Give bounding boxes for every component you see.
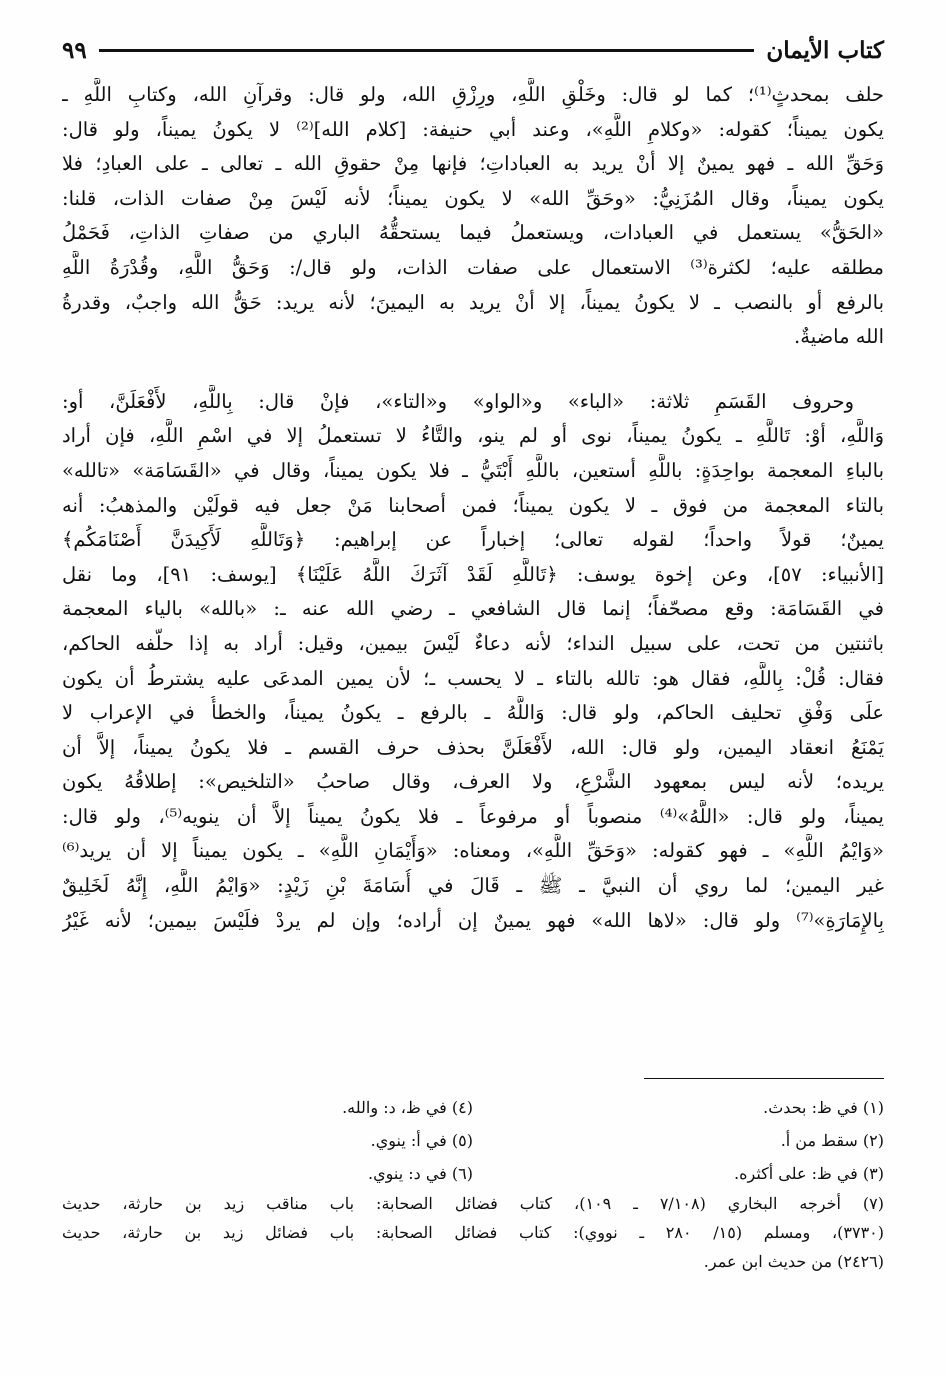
footnote-grid bbox=[62, 1092, 884, 1189]
text-line: بِالإِمَارَةِ»⁽⁷⁾ ولو قال: «لاها الله» فهو يمينٌ إن أراده؛ وإن لم يردْ فلَيْسَ بيمين؛ لأنه غَيْرُ bbox=[62, 908, 884, 932]
footnote-separator bbox=[644, 1078, 884, 1079]
text-line: يمينٌ؛ قولاً واحداً؛ لقوله تعالى؛ إخباراً عن إبراهيم: ﴿وَتَاللَّهِ لَأَكِيدَنَّ أَصْنَامَكُم﴾ bbox=[62, 528, 884, 552]
text-line: مطلقه عليه؛ لكثرة⁽³⁾ الاستعمال على صفات الذات، ولو قال/: وَحَقُّ اللَّهِ، وقُدْرَةُ اللَّهِ bbox=[62, 255, 884, 279]
text-line: حلف بمحدثٍ⁽¹⁾؛ كما لو قال: وخَلْقِ اللَّهِ، ورِزْقِ الله، ولو قال: وقرآنِ الله، وكتابِ اللَّهِ ـ bbox=[62, 83, 884, 106]
page-header bbox=[62, 30, 884, 70]
text-line: بالباءِ المعجمة بواحِدَةٍ: باللَّهِ أستعين، باللَّهِ أَبْتَيُّ ـ فلا يكون يميناً، وقال في «القَسَامَة» «تالله» bbox=[62, 458, 884, 482]
text-line: يريده؛ لأنه ليس بمعهود الشَّرْعِ، ولا العرف، وقال صاحبُ «التلخيص»: إطلاقُهُ يكون bbox=[62, 770, 884, 794]
text-line: يكون يميناً؛ كقوله: «وكلامِ اللَّهِ»، وعند أبي حنيفة: [كلام الله]⁽²⁾ لا يكونُ يميناً، ولو قال: bbox=[62, 117, 884, 141]
text-line: وَاللَّهِ، أوْ: تَاللَّهِ ـ يكونُ يميناً، نوى أو لم ينو، والتَّاءُ لا تستعملُ إلا في اسْمِ اللَّهِ، فإن أراد bbox=[62, 424, 884, 448]
footnote-line: (٢٤٢٦) من حديث ابن عمر. bbox=[703, 1252, 884, 1271]
text-line: «الحَقُّ» يستعمل في العبادات، ويستعملُ فيما يستحقُّهُ الباري من صفاتِ الذاتِ، فَحَمْلُ bbox=[62, 221, 884, 245]
text-line: يَمْنَعُ انعقاد اليمين، ولو قال: الله، لأَفْعَلَنَّ بحذف حرف القسم ـ فلا يكونُ يميناً، إلاَّ أن bbox=[62, 735, 884, 759]
paragraph-gap bbox=[62, 355, 884, 385]
footnote: (٣) في ظ: على أكثره. bbox=[734, 1164, 884, 1183]
running-title: كتاب الأيمان bbox=[766, 36, 884, 64]
text-line: غير اليمين؛ لما روي أن النبيَّ ـ ﷺ ـ قَالَ في أُسَامَةَ بْنِ زَيْدٍ: «وَايْمُ اللَّهِ، إِنَّهُ لَخَلِيقٌ bbox=[62, 874, 884, 898]
text-line: علَى وَفْقِ تحليف الحاكم، ولو قال: وَاللَّهُ ـ بالرفع ـ يكونُ يميناً، والخطأُ في الإعراب لا bbox=[62, 701, 884, 725]
text-line: «وَايْمُ اللَّهِ» ـ فهو كقوله: «وَحَقِّ اللَّهِ»، ومعناه: «وَأَيْمَانِ اللَّهِ» ـ يكون يميناً إلا أن يريد⁽⁶⁾ bbox=[62, 839, 884, 863]
footnote: (٤) في ظ، د: والله. bbox=[342, 1098, 473, 1117]
footnote: (٢) سقط من أ. bbox=[780, 1131, 884, 1150]
footnotes bbox=[62, 1092, 884, 1276]
text-line: بالرفع أو بالنصب ـ لا يكونُ يميناً، إلا أنْ يريد به اليمينَ؛ لأنه يريد: حَقُّ الله واجبٌ، وقدرةُ bbox=[62, 290, 884, 314]
text-line: فقال: قُلْ: بِاللَّهِ، فقال هو: تالله بالتاء ـ لا يحسب ـ؛ لأن يمين المدعَى عليه يشترطُ أن يكون bbox=[62, 666, 884, 690]
text-line: وحروف القَسَمِ ثلاثة: «الباء» و«الواو» و«التاء»، فإنْ قال: بِاللَّهِ، لأَفْعَلَنَّ، أو: bbox=[62, 389, 854, 413]
footnote-line: (٣٧٣٠)، ومسلم (١٥/ ٢٨٠ ـ نووي): كتاب فضائل الصحابة: باب فضائل زيد بن حارثة، حديث bbox=[62, 1223, 884, 1242]
main-text bbox=[62, 78, 884, 938]
footnote: (١) في ظ: بحدث. bbox=[763, 1098, 884, 1117]
text-line: بالتاء المعجمة من فوق ـ لا يكون يميناً؛ فمن أصحابنا مَنْ جعل فيه قولَيْن والمذهبُ: أنه bbox=[62, 493, 884, 517]
text-line: الله ماضيةٌ. bbox=[794, 325, 884, 349]
page-number: ٩٩ bbox=[62, 36, 87, 64]
footnote-line: (٧) أخرجه البخاري (٧/١٠٨ ـ ١٠٩)، كتاب فضائل الصحابة: باب مناقب زيد بن حارثة، حديث bbox=[62, 1194, 884, 1213]
text-line: في القَسَامَة: وقع مصحّفاً؛ إنما قال الشافعي ـ رضي الله عنه ـ: «بالله» بالياء المعجمة bbox=[62, 597, 884, 621]
footnote-long bbox=[62, 1189, 884, 1276]
text-line: باثنتين من تحت، على سبيل النداء؛ لأنه دعاءٌ لَيْسَ بيمين، وقيل: أراد به إذا حلّفه الحاكم، bbox=[62, 631, 884, 655]
text-line: وَحَقِّ الله ـ فهو يمينٌ إلا أنْ يريد به العباداتِ؛ فإنها مِنْ حقوقِ الله ـ تعالى ـ على العبادِ؛ فلا bbox=[62, 152, 884, 176]
header-rule bbox=[99, 49, 755, 52]
footnote: (٦) في د: ينوي. bbox=[368, 1164, 473, 1183]
text-line: [الأنبياء: ٥٧]، وعن إخوة يوسف: ﴿تَاللَّهِ لَقَدْ آثَرَكَ اللَّهُ عَلَيْنَا﴾ [يوسف: ٩١]، وما نقل bbox=[62, 562, 884, 586]
text-line: يكون يميناً، وقال المُزَنِيُّ: «وحَقِّ الله» لا يكون يميناً؛ لأنه لَيْسَ مِنْ صفات الذات، قلنا: bbox=[62, 186, 884, 210]
text-line: يميناً، ولو قال: «اللَّهُ»⁽⁴⁾ منصوباً أو مرفوعاً ـ فلا يكونُ يميناً إلاَّ أن ينويه⁽⁵⁾، ولو قال: bbox=[62, 804, 884, 828]
footnote: (٥) في أ: ينوي. bbox=[370, 1131, 473, 1150]
